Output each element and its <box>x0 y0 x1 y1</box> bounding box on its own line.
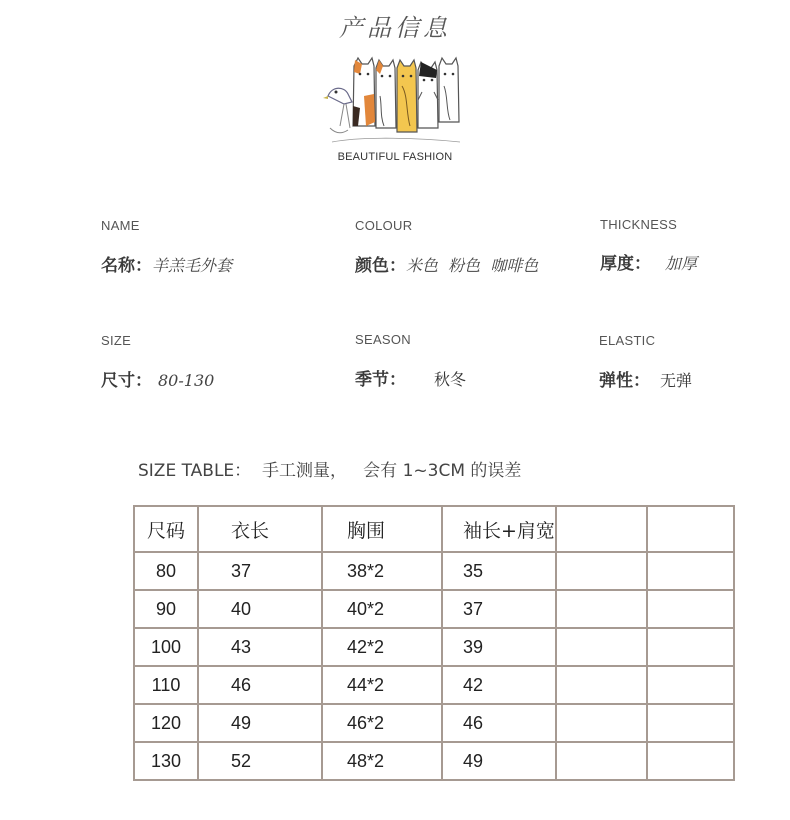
cell-empty-2 <box>647 742 734 780</box>
table-row <box>134 590 734 628</box>
cell-length: 52 <box>198 742 322 780</box>
thickness-field <box>600 249 697 274</box>
yellow-cat-icon <box>397 60 417 132</box>
header-length: 衣长 <box>198 506 322 552</box>
size-table-title: SIZE TABLE： 手工测量， 会有 1~3CM 的误差 <box>138 461 522 481</box>
white-cat-icon <box>376 60 396 128</box>
cell-length: 49 <box>198 704 322 742</box>
size-table <box>133 505 735 781</box>
cell-size: 80 <box>134 552 198 590</box>
size-table-header-row <box>134 506 734 552</box>
cell-length: 40 <box>198 590 322 628</box>
cell-sleeve-shoulder: 39 <box>442 628 556 666</box>
cell-size: 130 <box>134 742 198 780</box>
calico-cat-icon <box>353 58 375 126</box>
cell-empty-1 <box>556 590 647 628</box>
cell-sleeve-shoulder: 46 <box>442 704 556 742</box>
cell-chest: 46*2 <box>322 704 442 742</box>
season-label: SEASON <box>355 332 411 347</box>
colour-value: 米色 粉色 咖啡色 <box>406 256 539 275</box>
cats-logo-illustration <box>322 56 462 148</box>
cell-size: 110 <box>134 666 198 704</box>
cell-chest: 38*2 <box>322 552 442 590</box>
page-title: 产品信息 <box>339 14 451 42</box>
cell-empty-1 <box>556 628 647 666</box>
elastic-field <box>599 366 692 391</box>
table-row <box>134 704 734 742</box>
cell-length: 46 <box>198 666 322 704</box>
bird-icon <box>323 88 352 133</box>
size-field <box>101 366 214 391</box>
cell-chest: 42*2 <box>322 628 442 666</box>
cell-empty-1 <box>556 666 647 704</box>
cell-sleeve-shoulder: 35 <box>442 552 556 590</box>
table-row <box>134 742 734 780</box>
cell-empty-1 <box>556 704 647 742</box>
header-empty-2 <box>647 506 734 552</box>
cell-empty-1 <box>556 742 647 780</box>
cell-sleeve-shoulder: 42 <box>442 666 556 704</box>
thickness-key: 厚度： <box>600 254 651 274</box>
name-label: NAME <box>101 218 140 233</box>
header-size: 尺码 <box>134 506 198 552</box>
elastic-value: 无弹 <box>660 371 693 390</box>
header-chest: 胸围 <box>322 506 442 552</box>
thickness-value: 加厚 <box>665 254 698 273</box>
table-row <box>134 552 734 590</box>
season-field <box>355 365 466 390</box>
colour-field <box>355 251 538 276</box>
cell-empty-1 <box>556 552 647 590</box>
colour-label: COLOUR <box>355 218 413 233</box>
cell-sleeve-shoulder: 37 <box>442 590 556 628</box>
size-label: SIZE <box>101 333 132 348</box>
cell-chest: 40*2 <box>322 590 442 628</box>
table-row <box>134 628 734 666</box>
cell-size: 120 <box>134 704 198 742</box>
season-key: 季节： <box>355 370 406 390</box>
name-field <box>101 251 232 276</box>
cell-sleeve-shoulder: 49 <box>442 742 556 780</box>
cell-size: 100 <box>134 628 198 666</box>
cell-empty-2 <box>647 666 734 704</box>
colour-key: 颜色： <box>355 256 406 276</box>
cell-length: 43 <box>198 628 322 666</box>
name-key: 名称： <box>101 256 152 276</box>
header-empty-1 <box>556 506 647 552</box>
name-value: 羊羔毛外套 <box>152 256 233 275</box>
cell-length: 37 <box>198 552 322 590</box>
table-row <box>134 666 734 704</box>
cell-empty-2 <box>647 590 734 628</box>
black-white-cat-icon <box>418 62 438 128</box>
cell-chest: 48*2 <box>322 742 442 780</box>
header-sleeve-shoulder: 袖长+肩宽 <box>442 506 556 552</box>
cell-empty-2 <box>647 552 734 590</box>
cell-empty-2 <box>647 628 734 666</box>
elastic-label: ELASTIC <box>599 333 656 348</box>
white-cat-right-icon <box>439 58 459 122</box>
size-value: 80-130 <box>158 371 215 390</box>
size-key: 尺寸： <box>101 371 152 391</box>
cell-size: 90 <box>134 590 198 628</box>
cell-chest: 44*2 <box>322 666 442 704</box>
cell-empty-2 <box>647 704 734 742</box>
season-value: 秋冬 <box>434 370 467 389</box>
elastic-key: 弹性： <box>599 371 650 391</box>
brand-name: BEAUTIFUL FASHION <box>337 151 453 163</box>
thickness-label: THICKNESS <box>600 217 678 232</box>
